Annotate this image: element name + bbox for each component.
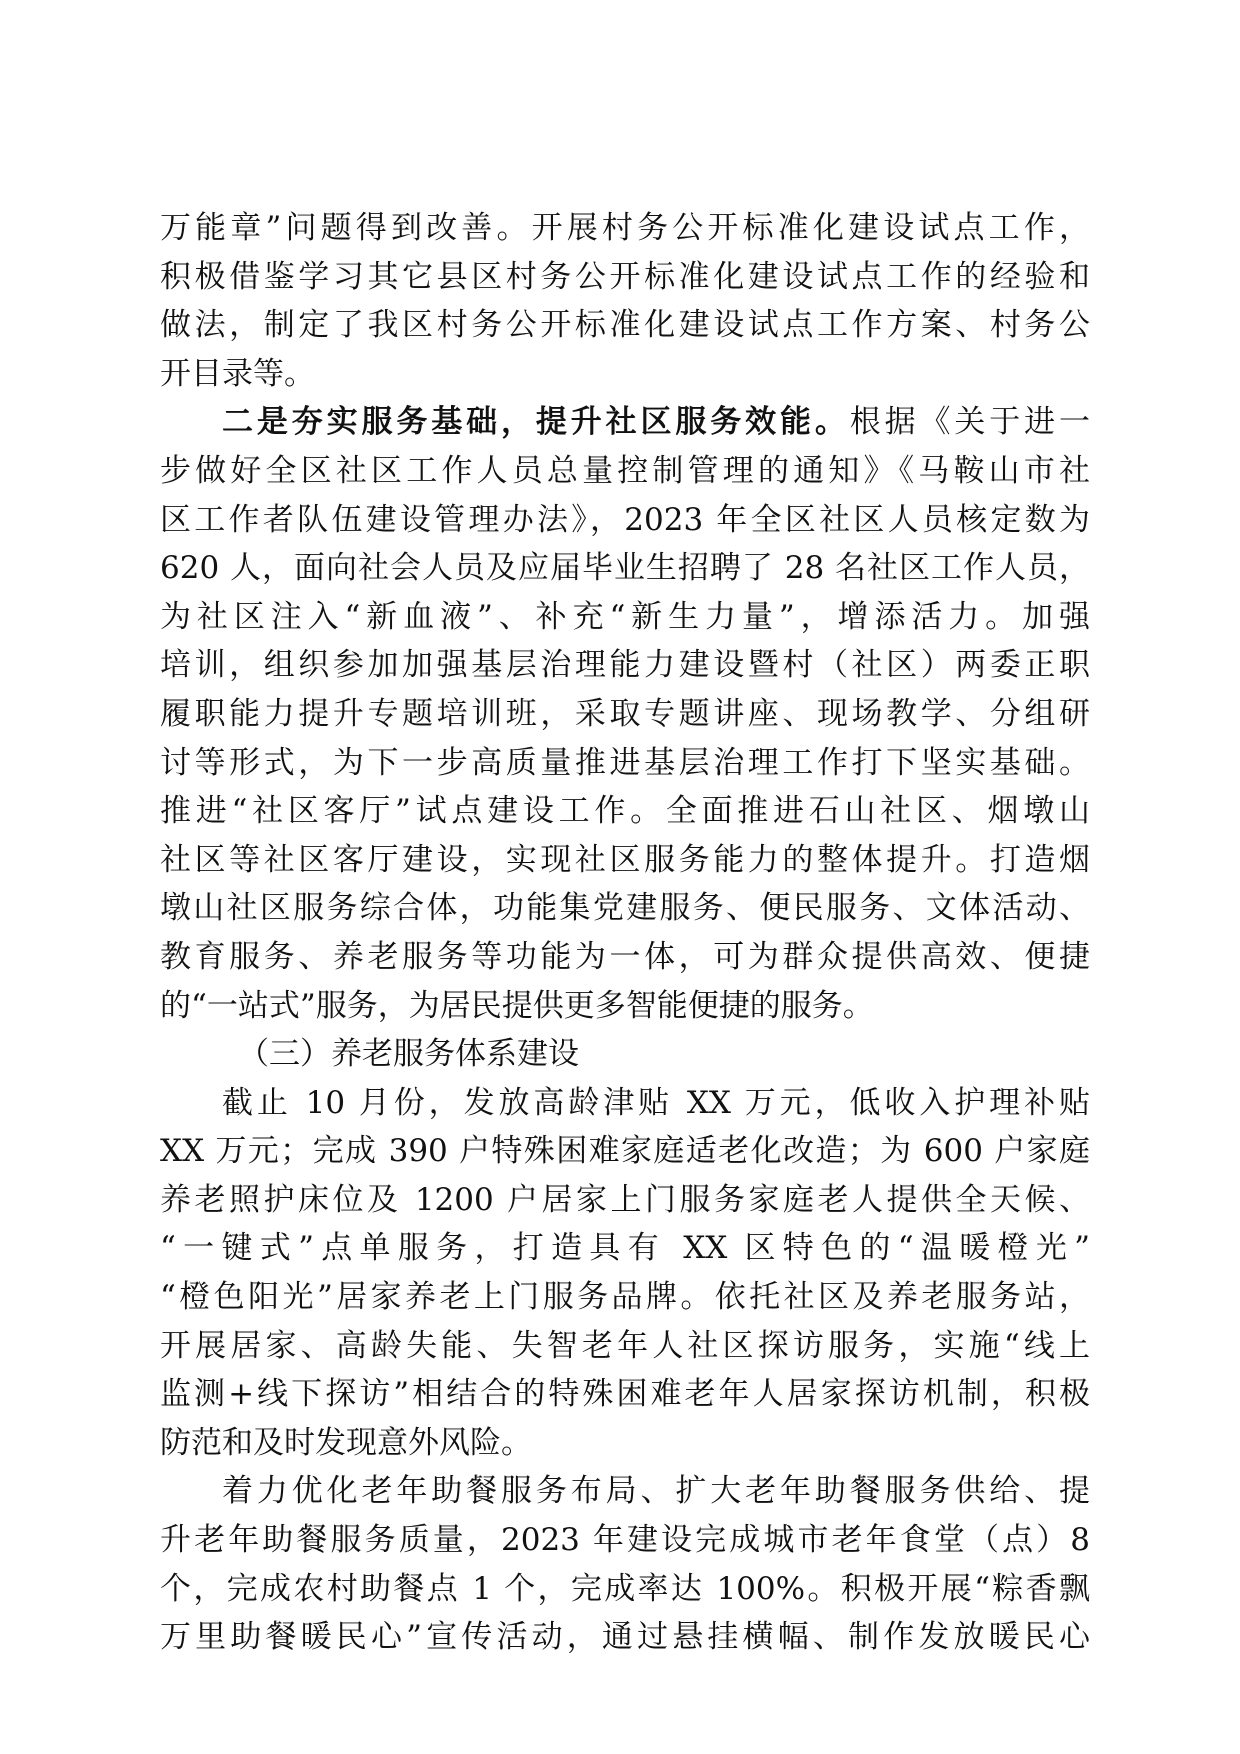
text-line: 个，完成农村助餐点 1 个，完成率达 100%。积极开展“粽香飘 (160, 1570, 1090, 1607)
bold-lead-phrase: 二是夯实服务基础，提升社区服务效能。 (222, 404, 850, 441)
text-line: 履职能力提升专题培训班，采取专题讲座、现场教学、分组研 (160, 695, 1090, 732)
text-line: 推进“社区客厅”试点建设工作。全面推进石山社区、烟墩山 (160, 793, 1090, 830)
text-run: 根据《关于进一 (849, 404, 1090, 441)
paragraph-start-line: 着力优化老年助餐服务布局、扩大老年助餐服务供给、提 (222, 1473, 1090, 1510)
document-body (160, 204, 1090, 1662)
text-line: 培训，组织参加加强基层治理能力建设暨村（社区）两委正职 (160, 647, 1090, 684)
text-line: 步做好全区社区工作人员总量控制管理的通知》《马鞍山市社 (160, 452, 1090, 489)
text-line: 教育服务、养老服务等功能为一体，可为群众提供高效、便捷 (160, 938, 1090, 975)
text-line: 的“一站式”服务，为居民提供更多智能便捷的服务。 (160, 987, 874, 1024)
text-line: XX 万元；完成 390 户特殊困难家庭适老化改造；为 600 户家庭 (160, 1133, 1090, 1170)
paragraph-start-line: 截止 10 月份，发放高龄津贴 XX 万元，低收入护理补贴 (222, 1084, 1090, 1121)
text-line: 养老照护床位及 1200 户居家上门服务家庭老人提供全天候、 (160, 1181, 1090, 1218)
text-line: 万能章”问题得到改善。开展村务公开标准化建设试点工作， (160, 210, 1090, 246)
text-line: 监测+线下探访”相结合的特殊困难老年人居家探访机制，积极 (160, 1376, 1090, 1413)
text-line: “一键式”点单服务，打造具有 XX 区特色的“温暖橙光” (160, 1230, 1090, 1267)
text-line: 防范和及时发现意外风险。 (160, 1424, 532, 1461)
text-line: 万里助餐暖民心”宣传活动，通过悬挂横幅、制作发放暖民心 (160, 1619, 1090, 1656)
text-line: 墩山社区服务综合体，功能集党建服务、便民服务、文体活动、 (160, 890, 1090, 927)
text-line: “橙色阳光”居家养老上门服务品牌。依托社区及养老服务站， (160, 1279, 1090, 1316)
text-line: 社区等社区客厅建设，实现社区服务能力的整体提升。打造烟 (160, 841, 1090, 878)
text-line: 开目录等。 (160, 355, 315, 392)
text-line: 为社区注入“新血液”、补充“新生力量”，增添活力。加强 (160, 598, 1090, 635)
section-heading: （三）养老服务体系建设 (238, 1036, 579, 1073)
text-line: 积极借鉴学习其它县区村务公开标准化建设试点工作的经验和 (160, 258, 1090, 295)
text-line: 讨等形式，为下一步高质量推进基层治理工作打下坚实基础。 (160, 744, 1090, 781)
text-line: 升老年助餐服务质量，2023 年建设完成城市老年食堂（点）8 (160, 1522, 1090, 1559)
text-line: 开展居家、高龄失能、失智老年人社区探访服务，实施“线上 (160, 1327, 1090, 1364)
text-line: 620 人，面向社会人员及应届毕业生招聘了 28 名社区工作人员， (160, 550, 1090, 587)
text-line: 区工作者队伍建设管理办法》，2023 年全区社区人员核定数为 (160, 501, 1090, 538)
text-line: 做法，制定了我区村务公开标准化建设试点工作方案、村务公 (160, 307, 1090, 344)
paragraph-start-line (160, 398, 1090, 447)
